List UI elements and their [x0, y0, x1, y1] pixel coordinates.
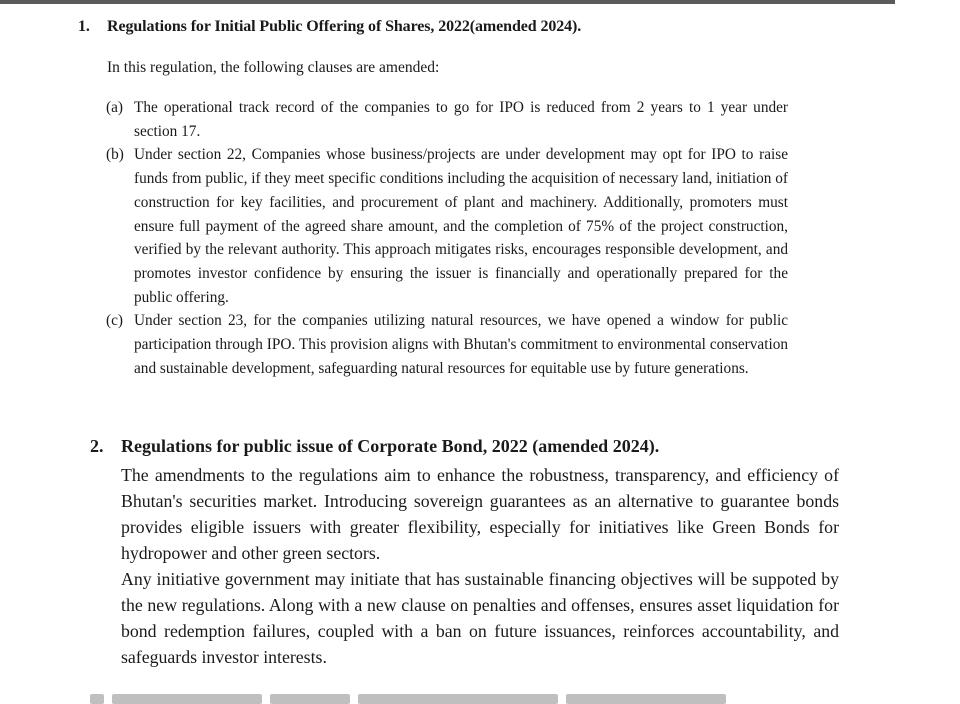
clause-text: Under section 22, Companies whose business/projects are under development may opt for IPO to raise funds from public, if they meet specific conditions including the acquisition of necessary land, initiation of construction for key facilities, and procurement of plant and machinery. Additionally, promoters must ensure full payment of the agreed share amount, and the completion of 75% of the project construction, verified by the relevant authority. This approach mitigates risks, encourages responsible development, and promotes investor confidence by ensuring the issuer is financially and operationally prepared for the public offering. [134, 146, 788, 306]
clause-list [106, 96, 788, 380]
cut-off-next-heading [90, 690, 780, 704]
section-2-paragraph-1: The amendments to the regulations aim to enhance the robustness, transparency, and efficiency of Bhutan's securities market. Introducing sovereign guarantees as an alternative to guarantee bonds provides eligible issuers with greater flexibility, especially for initiatives like Green Bonds for hydropower and other green sectors. [121, 465, 839, 563]
section-1-number: 1. [78, 18, 90, 35]
section-1-intro: In this regulation, the following clauses are amended: [107, 59, 440, 76]
section-1-heading [78, 18, 581, 36]
section-2-paragraph-2: Any initiative government may initiate that has sustainable financing objectives will be suppoted by the new regulations. Along with a new clause on penalties and offenses, ensures asset liquidation for bond redemption failures, coupled with a ban on future issuances, reinforces accountability, and safeguards investor interests. [121, 569, 839, 667]
section-2-title: Regulations for public issue of Corporate Bond, 2022 (amended 2024). [121, 436, 660, 456]
section-2-heading [90, 436, 659, 457]
clause-label: (b) [106, 146, 124, 164]
clause-text: Under section 23, for the companies utilizing natural resources, we have opened a window for public participation through IPO. This provision aligns with Bhutan's commitment to environmental conservation and sustainable development, safeguarding natural resources for equitable use by future generations. [134, 312, 788, 377]
section-2-number: 2. [90, 436, 104, 456]
clause-c [106, 309, 788, 380]
clause-a [106, 96, 788, 143]
section-2-body [121, 462, 839, 670]
clause-label: (a) [106, 99, 123, 116]
clause-b [106, 143, 788, 309]
section-1-title: Regulations for Initial Public Offering of Shares, 2022(amended 2024). [107, 18, 582, 35]
clause-label: (c) [106, 312, 123, 330]
clause-text: The operational track record of the companies to go for IPO is reduced from 2 years to 1 year under section 17. [134, 99, 788, 140]
